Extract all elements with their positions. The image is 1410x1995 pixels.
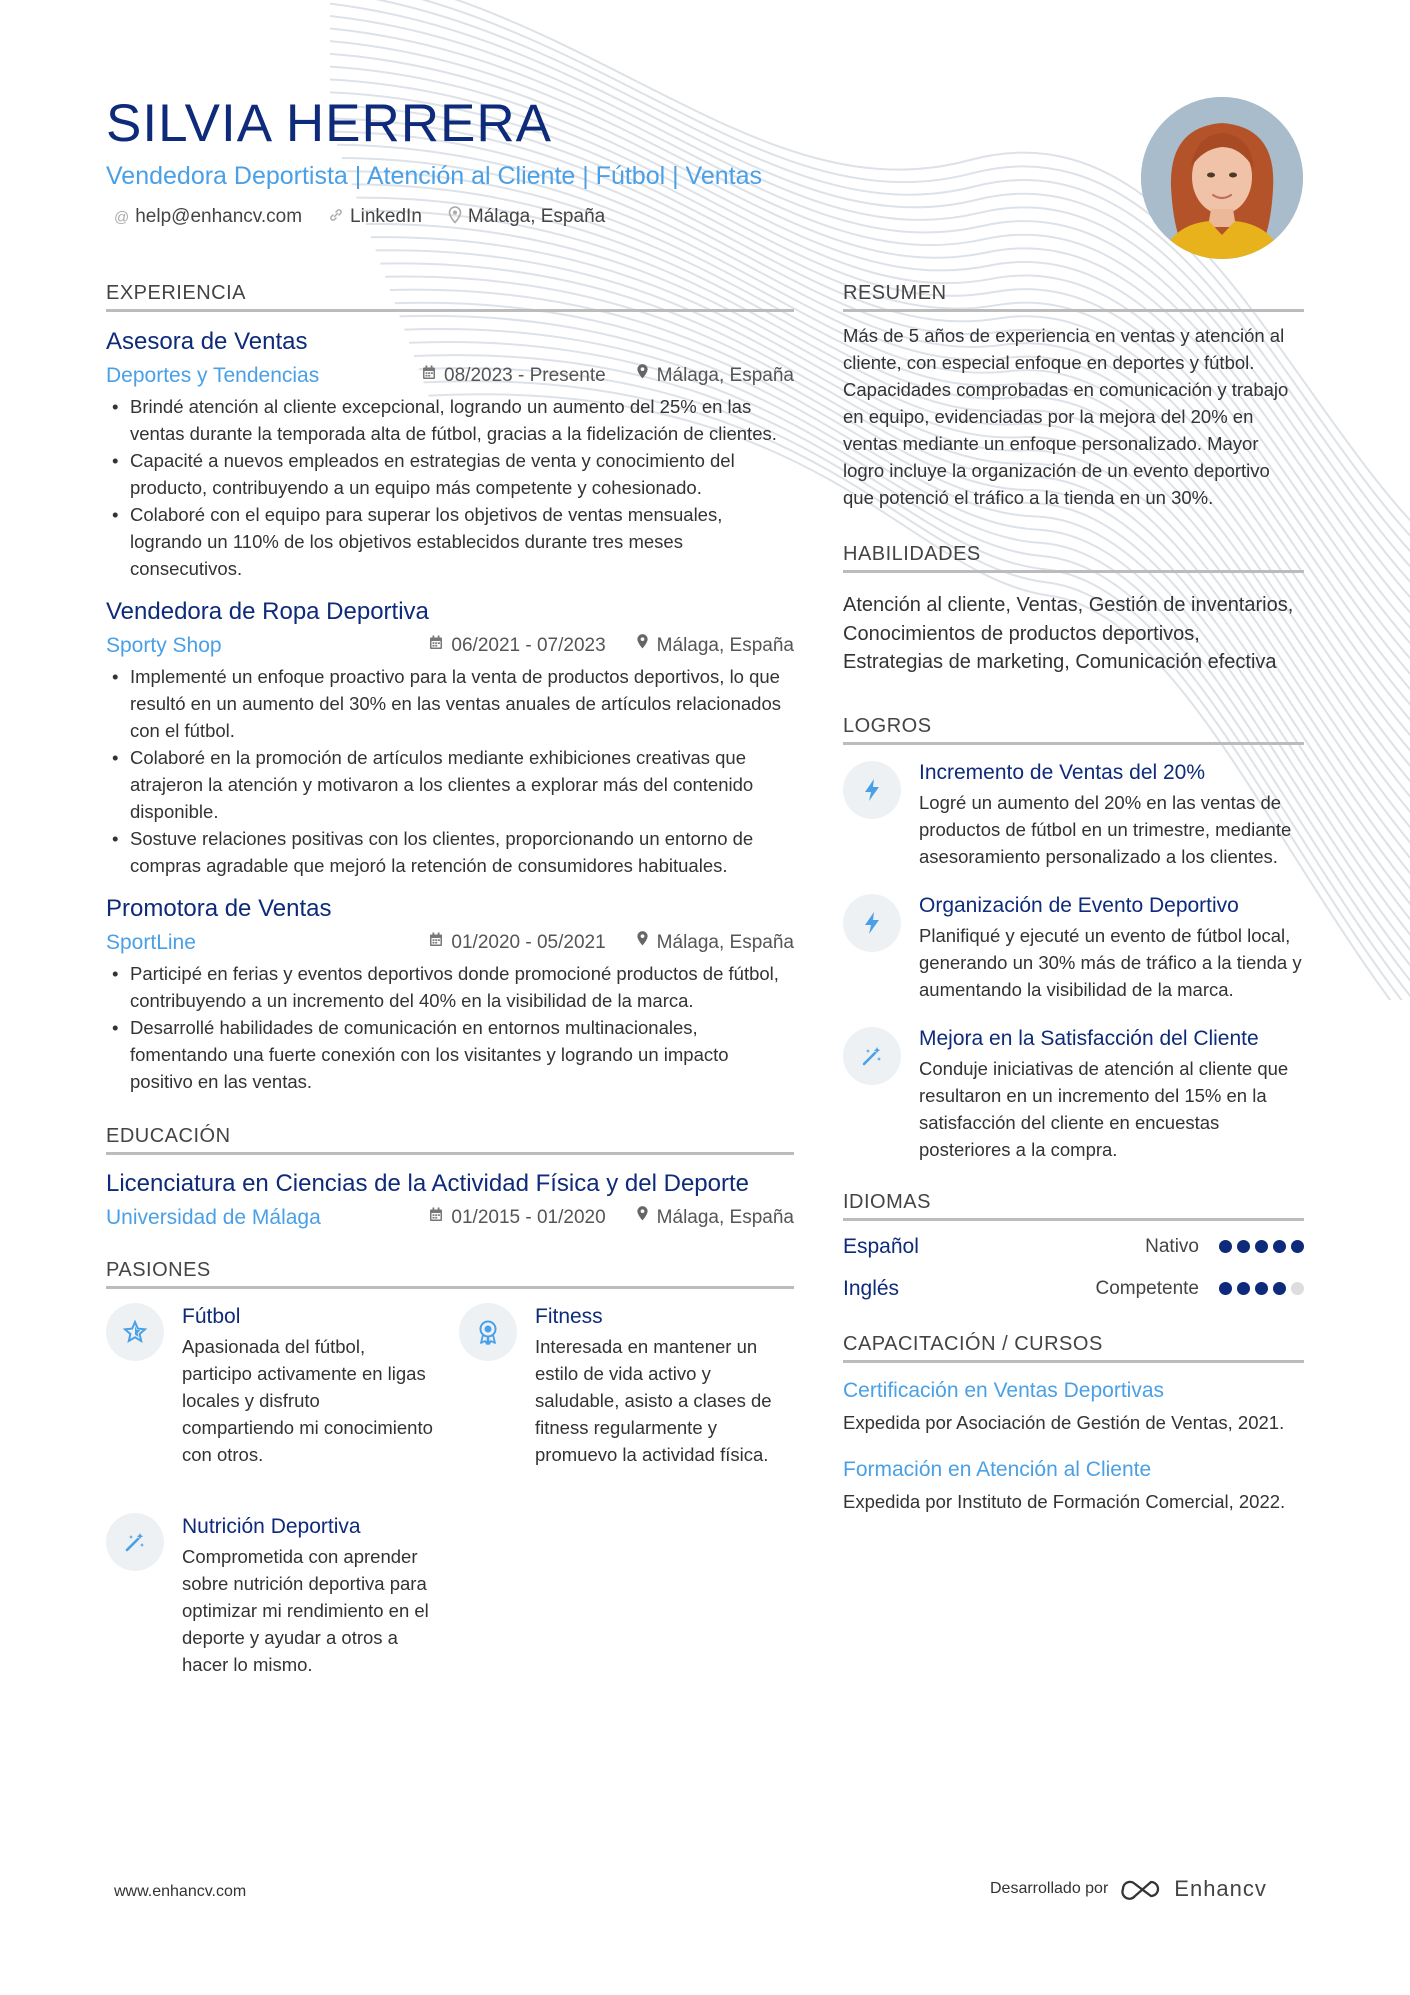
job-dates-text: 08/2023 - Presente: [444, 365, 606, 386]
job-bullet: • Desarrollé habilidades de comunicación en entornos multinacionales, fomentando una fuerte conexión con los visitantes y logrando un impacto positivo en las ventas.: [106, 1014, 794, 1095]
header: [106, 96, 1106, 228]
link-icon: [328, 207, 344, 227]
profile-photo: [1141, 97, 1303, 259]
infinity-logo-icon: [1120, 1877, 1166, 1901]
achievement-text: Conduje iniciativas de atención al cliente que resultaron en un incremento del 15% en la satisfacción del cliente en encuestas posteriores a la compra.: [919, 1057, 1289, 1160]
company-name: Sporty Shop: [106, 634, 222, 657]
languages-list: [843, 1231, 1304, 1305]
education-meta: [106, 1205, 794, 1231]
courses-section-title: CAPACITACIÓN / CURSOS: [843, 1331, 1304, 1363]
rating-dot: [1291, 1282, 1304, 1295]
job-bullets: [106, 393, 794, 582]
achievement-item: [843, 759, 1304, 870]
passions-section-title: PASIONES: [106, 1257, 794, 1289]
course-text: Expedida por Asociación de Gestión de Ventas, 2021.: [843, 1411, 1285, 1433]
job-bullet: • Brindé atención al cliente excepcional, logrando un aumento del 25% en las ventas durante la temporada alta de fútbol, gracias a la fidelización de clientes.: [106, 393, 794, 447]
passions-grid: [106, 1303, 794, 1733]
brand-text: Enhancv: [1174, 1876, 1267, 1901]
at-icon: @: [114, 208, 130, 226]
language-row: [843, 1273, 1304, 1305]
rating-dot: [1291, 1240, 1304, 1253]
course-item: [843, 1377, 1304, 1436]
achievement-body: [919, 892, 1304, 1003]
job-location-text: Málaga, España: [656, 365, 794, 386]
magic-wand-icon: [106, 1513, 164, 1571]
rating-dot: [1273, 1282, 1286, 1295]
passion-text: Apasionada del fútbol, participo activamente en ligas locales y disfruto compartiendo mi conocimiento con otros.: [182, 1336, 433, 1465]
course-text: Expedida por Instituto de Formación Comercial, 2022.: [843, 1490, 1286, 1512]
job-bullet: • Implementé un enfoque proactivo para la venta de productos deportivos, lo que resultó en un aumento del 30% en las ventas anuales de artículos relacionados con el fútbol.: [106, 663, 794, 744]
job-bullet: • Capacité a nuevos empleados en estrategias de venta y conocimiento del producto, contribuyendo a un equipo más competente y cohesionado.: [106, 447, 794, 501]
language-level: Nativo: [1145, 1235, 1199, 1257]
passion-text: Interesada en mantener un estilo de vida activo y saludable, asisto a clases de fitness regularmente y promuevo la actividad física.: [535, 1336, 772, 1465]
job-dates: [429, 633, 605, 659]
education-dates: [429, 1205, 605, 1231]
rating-dot: [1237, 1282, 1250, 1295]
course-item: [843, 1456, 1304, 1515]
languages-section-title: IDIOMAS: [843, 1189, 1304, 1221]
experience-entry: [106, 597, 794, 879]
rating-dot: [1219, 1240, 1232, 1253]
education-dates-text: 01/2015 - 01/2020: [451, 1207, 606, 1228]
passion-item: [106, 1303, 436, 1468]
footer-website[interactable]: www.enhancv.com: [114, 1883, 247, 1900]
achievement-title: Mejora en la Satisfacción del Cliente: [919, 1026, 1259, 1050]
language-rating: [1219, 1282, 1304, 1295]
company-name: SportLine: [106, 931, 196, 954]
skills-text: Atención al cliente, Ventas, Gestión de inventarios, Conocimientos de productos deportivos, Estrategias de marketing, Comunicación efectiva: [843, 594, 1294, 673]
map-pin-icon: [636, 363, 649, 389]
enhancv-logo[interactable]: [1120, 1876, 1267, 1902]
achievements-section-title: LOGROS: [843, 713, 1304, 745]
education-section-title: EDUCACIÓN: [106, 1123, 794, 1155]
job-meta: [106, 930, 794, 956]
job-meta: [106, 363, 794, 389]
summary-section-title: RESUMEN: [843, 280, 1304, 312]
star-icon: [106, 1303, 164, 1361]
passion-body: [182, 1303, 436, 1468]
passion-body: [535, 1303, 789, 1468]
language-level: Competente: [1095, 1277, 1199, 1299]
job-dates: [422, 363, 606, 389]
rating-dot: [1255, 1282, 1268, 1295]
candidate-name: SILVIA HERRERA: [106, 94, 552, 153]
achievement-body: [919, 759, 1304, 870]
rating-dot: [1219, 1282, 1232, 1295]
achievement-text: Logré un aumento del 20% en las ventas de productos de fútbol en un trimestre, mediante asesoramiento personalizado a los clientes.: [919, 791, 1292, 867]
education-entry: [106, 1169, 794, 1231]
location-text: Málaga, España: [467, 206, 606, 227]
rating-dot: [1273, 1240, 1286, 1253]
education-location: [636, 1205, 794, 1231]
language-name: Inglés: [843, 1276, 900, 1300]
job-location-text: Málaga, España: [656, 932, 794, 953]
summary-text: Más de 5 años de experiencia en ventas y atención al cliente, con especial enfoque en deportes y fútbol. Capacidades comprobadas en comunicación y trabajo en equipo, evidenciadas por la mejora del 20% en ventas mediante un enfoque personalizado. Mayor logro incluye la organización de un evento deportivo que potenció el tráfico a la tienda en un 30%.: [843, 325, 1289, 508]
map-pin-icon: [636, 1205, 649, 1231]
map-pin-icon: [636, 930, 649, 956]
job-title: Promotora de Ventas: [106, 895, 332, 922]
job-dates: [429, 930, 605, 956]
right-column: [843, 280, 1304, 1515]
passion-title: Nutrición Deportiva: [182, 1515, 361, 1538]
passion-title: Fitness: [535, 1305, 603, 1328]
contact-email[interactable]: [114, 206, 302, 228]
experience-list: [106, 327, 794, 1095]
job-location: [636, 930, 794, 956]
passion-item: [459, 1303, 789, 1468]
powered-by-text: Desarrollado por: [990, 1880, 1109, 1897]
passion-body: [182, 1513, 436, 1678]
lightning-icon: [843, 761, 901, 819]
language-name: Español: [843, 1234, 919, 1258]
contact-location: [448, 206, 605, 228]
calendar-icon: [422, 363, 436, 389]
job-dates-text: 01/2020 - 05/2021: [451, 932, 606, 953]
passion-item: [106, 1513, 436, 1678]
job-title: Vendedora de Ropa Deportiva: [106, 598, 429, 625]
achievement-item: [843, 1025, 1304, 1163]
calendar-icon: [429, 1205, 443, 1231]
degree-title: Licenciatura en Ciencias de la Actividad Física y del Deporte: [106, 1170, 750, 1197]
candidate-subtitle: Vendedora Deportista | Atención al Cliente | Fútbol | Ventas: [106, 162, 763, 190]
left-column: [106, 280, 794, 1733]
rating-dot: [1237, 1240, 1250, 1253]
calendar-icon: [429, 930, 443, 956]
contact-row: [106, 206, 1106, 228]
footer-brand: [990, 1876, 1267, 1902]
job-location-text: Málaga, España: [656, 635, 794, 656]
language-row: [843, 1231, 1304, 1263]
map-pin-icon: [448, 206, 462, 228]
skills-section-title: HABILIDADES: [843, 541, 1304, 573]
calendar-icon: [429, 633, 443, 659]
experience-entry: [106, 894, 794, 1095]
course-title: Formación en Atención al Cliente: [843, 1457, 1152, 1481]
rating-dot: [1255, 1240, 1268, 1253]
contact-linkedin[interactable]: [328, 206, 422, 228]
magic-wand-icon: [843, 1027, 901, 1085]
job-bullet: • Colaboré en la promoción de artículos mediante exhibiciones creativas que atrajeron la atención y motivaron a los clientes a explorar más del contenido disponible.: [106, 744, 794, 825]
achievement-item: [843, 892, 1304, 1003]
job-location: [636, 363, 794, 389]
school-name: Universidad de Málaga: [106, 1206, 321, 1229]
medal-icon: [459, 1303, 517, 1361]
passion-title: Fútbol: [182, 1305, 241, 1328]
job-bullets: [106, 960, 794, 1095]
company-name: Deportes y Tendencias: [106, 364, 320, 387]
courses-list: [843, 1377, 1304, 1515]
job-bullet: • Colaboré con el equipo para superar los objetivos de ventas mensuales, logrando un 110% de los objetivos establecidos durante tres meses consecutivos.: [106, 501, 794, 582]
language-rating: [1219, 1240, 1304, 1253]
job-bullets: [106, 663, 794, 879]
linkedin-text: LinkedIn: [350, 206, 422, 227]
achievements-list: [843, 759, 1304, 1163]
passion-text: Comprometida con aprender sobre nutrición deportiva para optimizar mi rendimiento en el deporte y ayudar a otros a hacer lo mismo.: [182, 1546, 429, 1675]
job-location: [636, 633, 794, 659]
experience-section-title: EXPERIENCIA: [106, 280, 794, 312]
job-bullet: • Sostuve relaciones positivas con los clientes, proporcionando un entorno de compras agradable que mejoró la retención de consumidores habituales.: [106, 825, 794, 879]
achievement-title: Organización de Evento Deportivo: [919, 893, 1239, 917]
course-title: Certificación en Ventas Deportivas: [843, 1378, 1164, 1402]
lightning-icon: [843, 894, 901, 952]
achievement-text: Planifiqué y ejecuté un evento de fútbol local, generando un 30% más de tráfico a la tienda y aumentando la visibilidad de la marca.: [919, 924, 1302, 1000]
job-meta: [106, 633, 794, 659]
job-bullet: • Participé en ferias y eventos deportivos donde promocioné productos de fútbol, contribuyendo a un incremento del 40% en la visibilidad de la marca.: [106, 960, 794, 1014]
email-text: help@enhancv.com: [135, 206, 303, 227]
achievement-body: [919, 1025, 1304, 1163]
education-location-text: Málaga, España: [656, 1207, 794, 1228]
job-dates-text: 06/2021 - 07/2023: [451, 635, 606, 656]
experience-entry: [106, 327, 794, 582]
job-title: Asesora de Ventas: [106, 328, 308, 355]
achievement-title: Incremento de Ventas del 20%: [919, 760, 1206, 784]
map-pin-icon: [636, 633, 649, 659]
